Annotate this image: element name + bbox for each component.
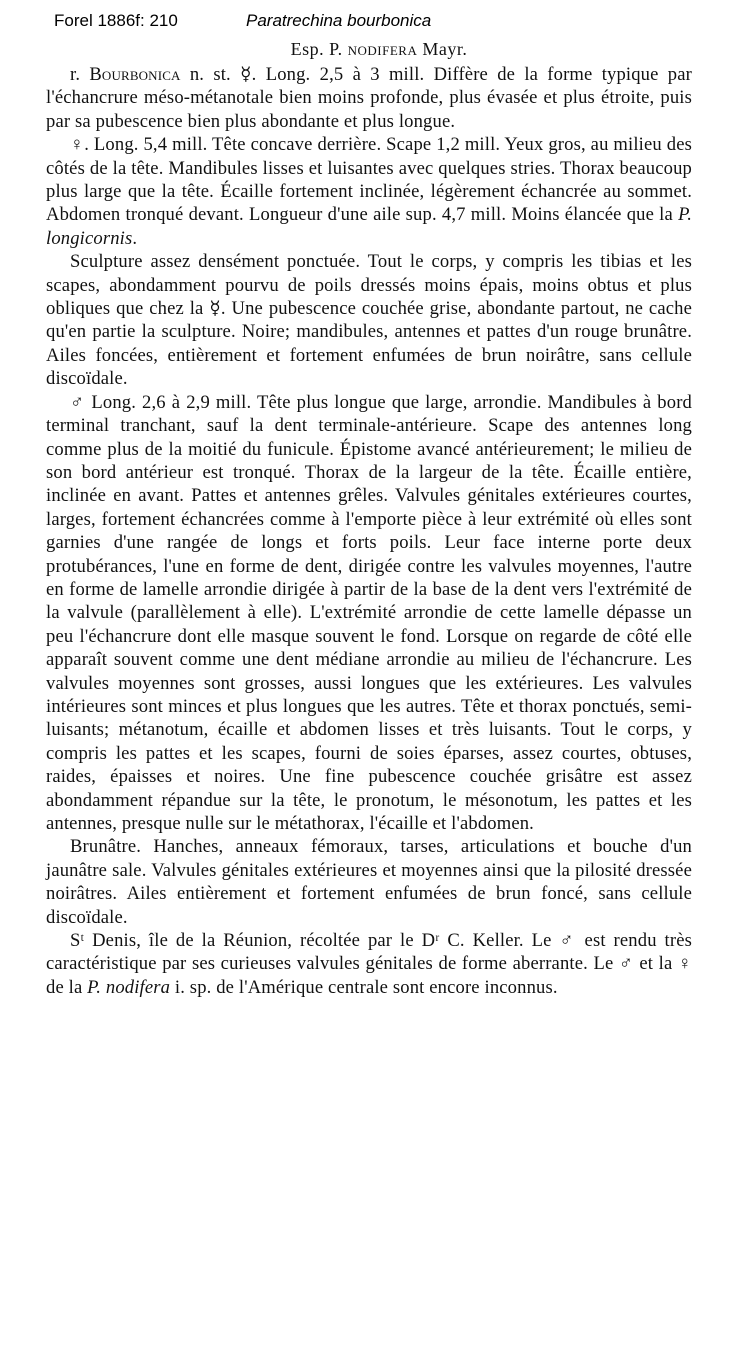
reference-label: Forel 1886f: 210	[54, 11, 178, 30]
description-text	[46, 63, 692, 999]
taxon-name: Paratrechina bourbonica	[246, 11, 432, 30]
species-author: Mayr.	[422, 39, 468, 59]
description-paragraph	[46, 929, 692, 999]
species-heading	[46, 39, 692, 60]
paragraph-text: ♂ Long. 2,6 à 2,9 mill. Tête plus longue que large, arrondie. Mandibules à bord terminal tranchant, sauf la dent terminale-antérieure. Scape des antennes long comme plus de la moitié du funicule. Épistome avancé antérieurement; le milieu de son bord antérieur est tronqué. Thorax de la largeur de la tête. Écaille entière, inclinée en avant. Pattes et antennes grêles. Valvules génitales extérieures courtes, larges, fortement échancrées comme à l'emporte pièce à leur extrémité où elles sont garnies d'une rangée de longs et forts poils. Leur face interne porte deux protubérances, l'une en forme de dent, dirigée contre les valvules moyennes, l'autre en forme de lamelle arrondie dirigée à partir de la base de la dent vers l'extrémité de la valvule (parallèlement à elle). L'extrémité arrondie de cette lamelle dépasse un peu l'échancrure dont elle masque souvent le fond. Lorsque on regarde de côté elle apparaît souvent comme une dent médiane arrondie au milieu de l'échancrure. Les valvules moyennes sont grosses, aussi longues que les extérieures. Les valvules intérieures sont minces et plus longues que les autres. Tête et thorax ponctués, semi-luisants; métanotum, écaille et abdomen lisses et très luisants. Tout le corps, y compris les pattes et les scapes, fourni de soies éparses, assez courtes, obtuses, raides, épaisses et noires. Une fine pubescence couchée grisâtre est assez abondamment répandue sur la tête, le pronotum, le mésonotum, les pattes et les antennes, presque nulle sur le métathorax, l'écaille et l'abdomen.	[46, 391, 692, 834]
description-paragraph	[46, 835, 692, 929]
description-paragraph	[46, 391, 692, 836]
italic-taxon-text: P. longicornis	[46, 204, 692, 249]
description-paragraph	[46, 250, 692, 390]
paragraph-text: n. st. ☿. Long. 2,5 à 3 mill. Diffère de la forme typique par l'échancrure méso-métanotale bien moins profonde, plus évasée et plus étroite, puis par sa pubescence bien plus abondante et plus longue.	[46, 64, 692, 132]
paragraph-text: i. sp. de l'Amérique centrale sont encore inconnus.	[170, 976, 558, 998]
small-caps-text: Bourbonica	[89, 64, 181, 85]
page-header	[46, 8, 692, 32]
description-paragraph	[46, 133, 692, 250]
paragraph-text: Sᵗ Denis, île de la Réunion, récoltée par le Dʳ C. Keller. Le ♂ est rendu très caractéristique par ses curieuses valvules génitales de forme aberrante. Le ♂ et la ♀ de la	[46, 930, 692, 998]
paragraph-text: Brunâtre. Hanches, anneaux fémoraux, tarses, articulations et bouche d'un jaunâtre sale. Valvules génitales extérieures et moyennes ainsi que la pilosité dressée noirâtres. Ailes entièrement et fortement enfumées de brun foncé, sans cellule discoïdale.	[46, 836, 692, 928]
species-name: nodifera	[347, 39, 418, 59]
paragraph-text: Sculpture assez densément ponctuée. Tout le corps, y compris les tibias et les scapes, abondamment pourvu de poils dressés moins épais, moins obtus et plus obliques que chez la ☿. Une pubescence couchée grise, abondante partout, ne cache qu'en partie la sculpture. Noire; mandibules, antennes et pattes d'un rouge brunâtre. Ailes foncées, entièrement et fortement enfumées de brun noirâtre, sans cellule discoïdale.	[46, 251, 692, 390]
description-paragraph	[46, 63, 692, 133]
paragraph-text: r.	[70, 64, 90, 85]
italic-taxon-text: P. nodifera	[87, 976, 171, 998]
paragraph-text: .	[132, 227, 138, 249]
paragraph-text: ♀. Long. 5,4 mill. Tête concave derrière. Scape 1,2 mill. Yeux gros, au milieu des côtés de la tête. Mandibules lisses et luisantes avec quelques stries. Thorax beaucoup plus large que la tête. Écaille fortement inclinée, légèrement échancrée au sommet. Abdomen tronqué devant. Longueur d'une aile sup. 4,7 mill. Moins élancée que la	[46, 134, 692, 226]
species-prefix: Esp. P.	[290, 39, 343, 59]
